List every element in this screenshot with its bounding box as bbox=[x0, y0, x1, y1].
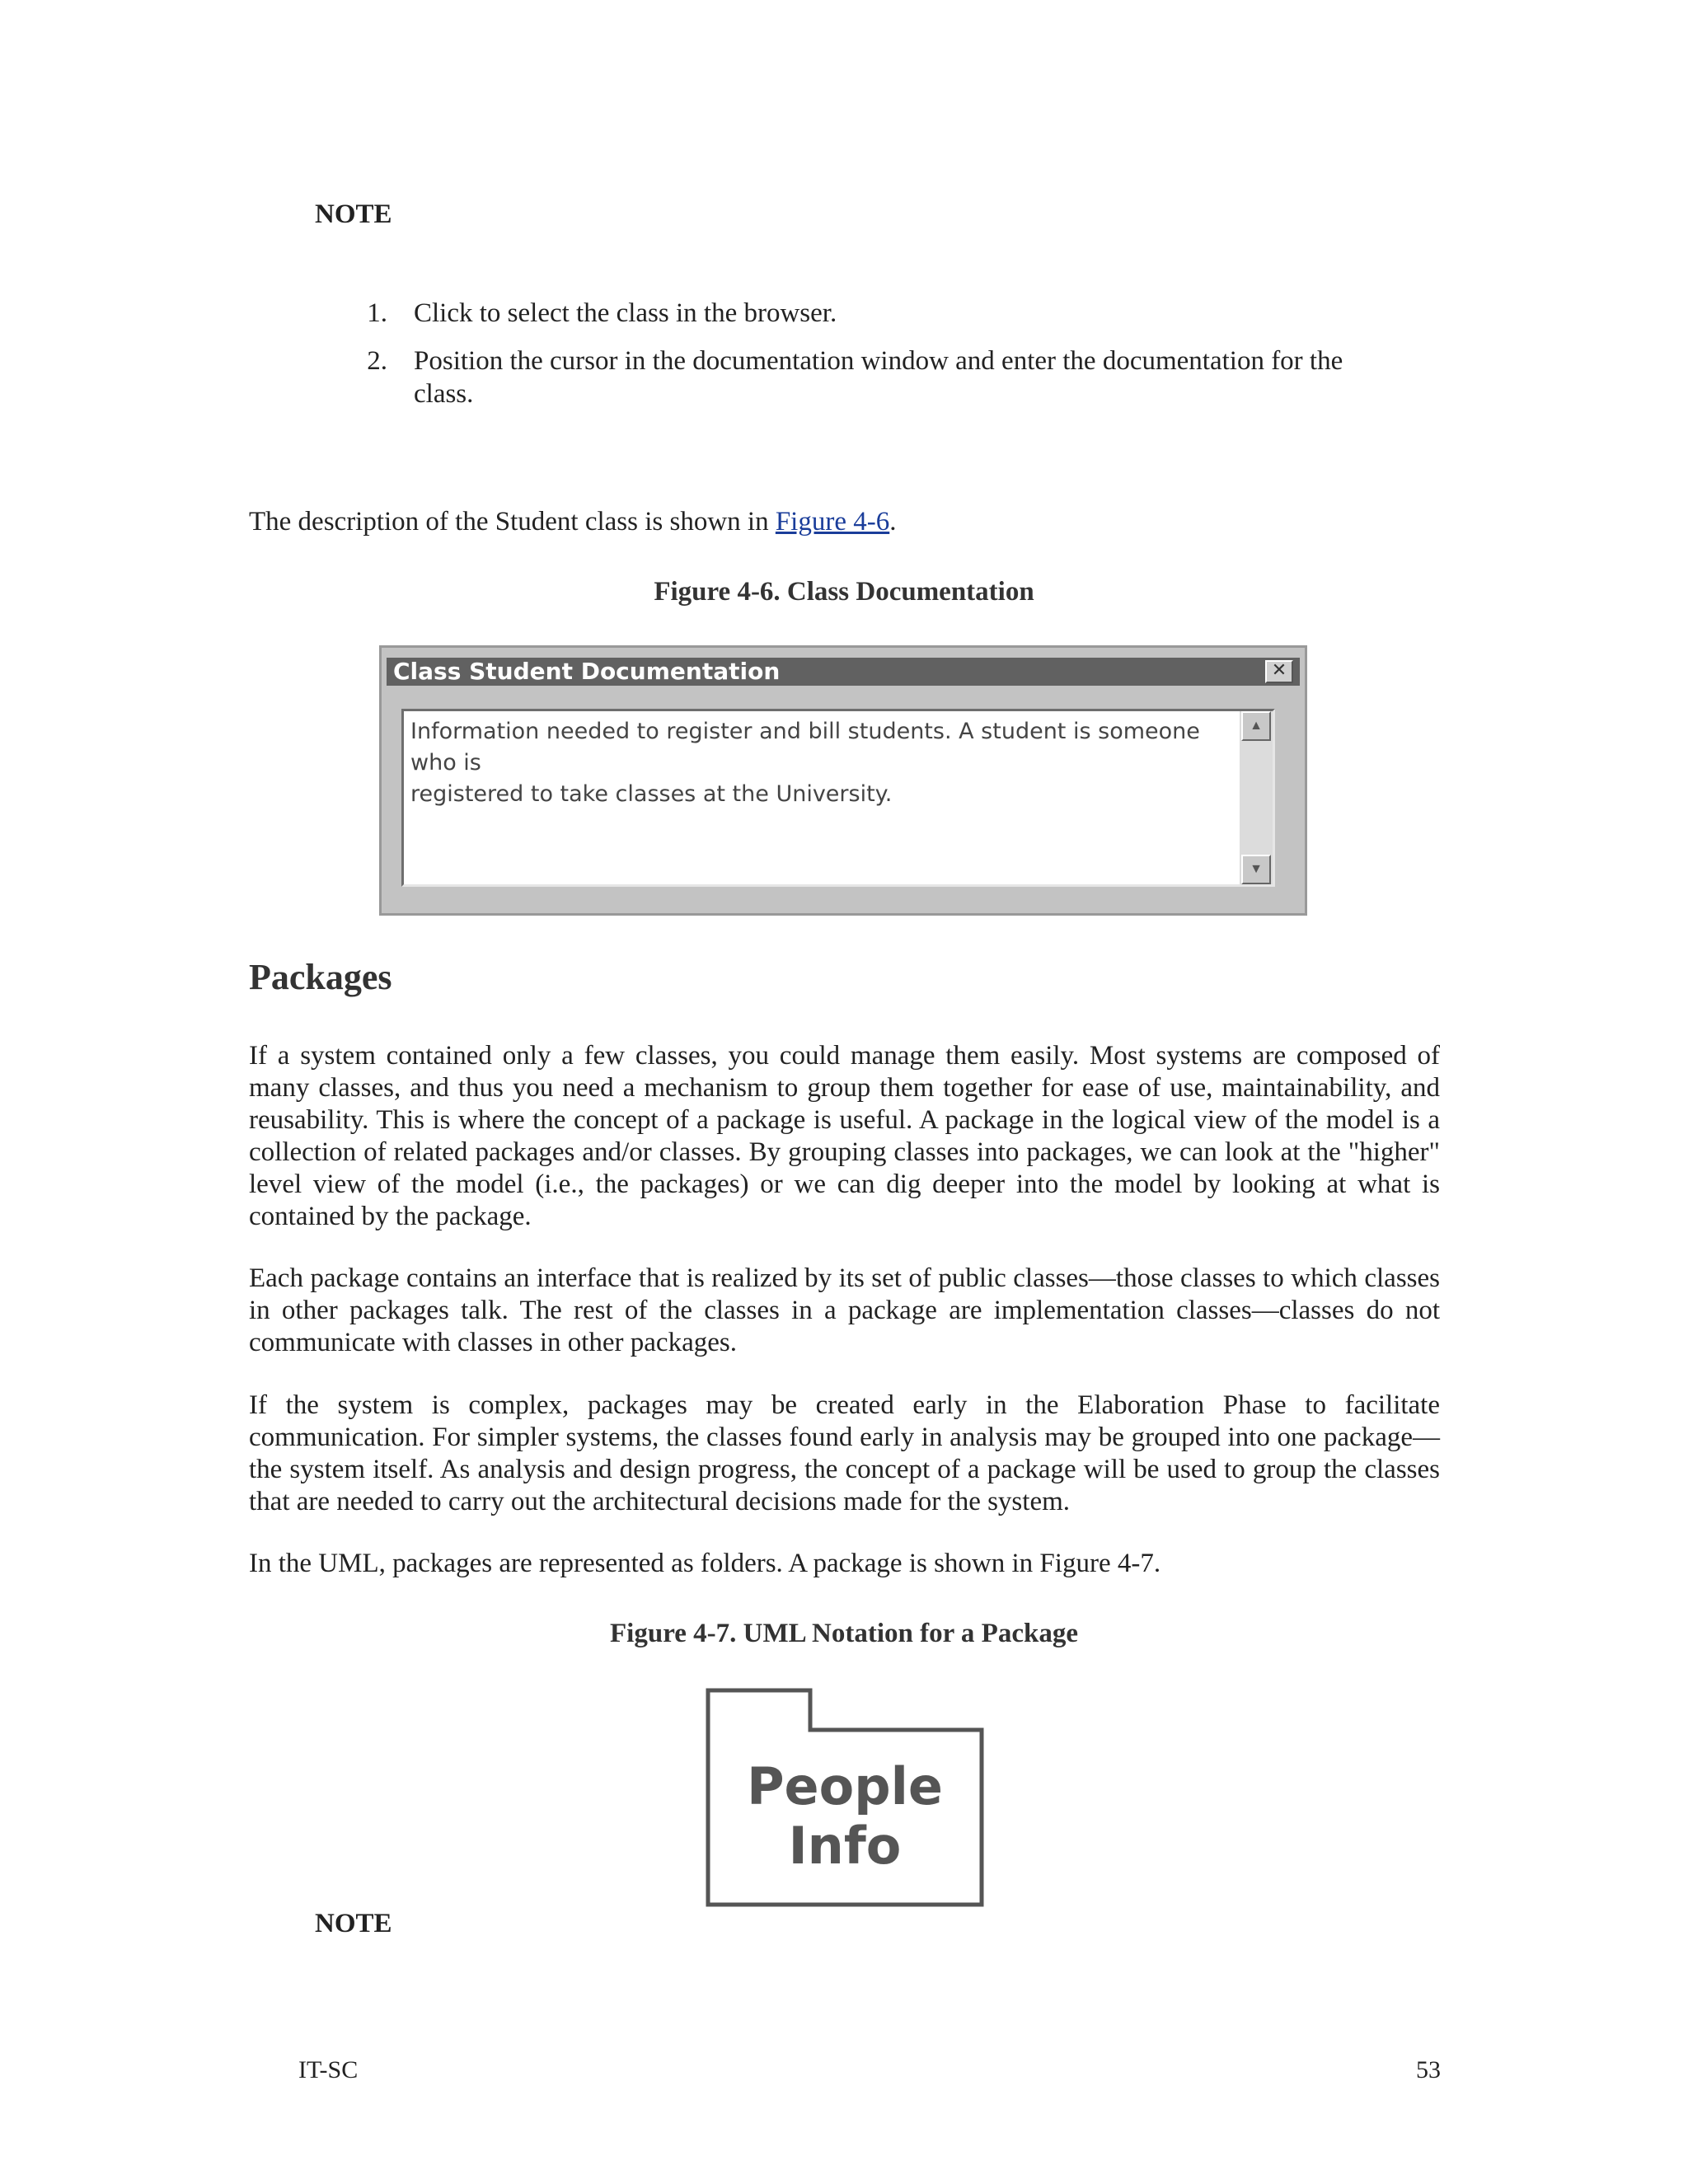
list-item-text: Click to select the class in the browser. bbox=[414, 298, 837, 328]
documentation-line: registered to take classes at the University. bbox=[410, 781, 893, 807]
close-button[interactable]: ✕ bbox=[1265, 660, 1293, 683]
paragraph: If a system contained only a few classes, you could manage them easily. Most systems are composed of many classes, and thus you need a mechanism to group them together for ease of use, maintainability, and reusability. This is where the concept of a package is useful. A package in the logical view of the model is a collection of related packages and/or classes. By grouping classes into packages, we can look at the "higher" level view of the model (i.e., the packages) or we can dig deeper into the model by looking at what is contained by the package. bbox=[249, 1041, 1440, 1231]
documentation-textarea[interactable] bbox=[401, 709, 1275, 887]
footer-left: IT-SC bbox=[298, 2056, 359, 2083]
list-item bbox=[363, 377, 1401, 410]
package-name-line: Info bbox=[788, 1816, 902, 1876]
window-title: Class Student Documentation bbox=[393, 658, 781, 685]
list-item bbox=[363, 297, 1401, 330]
class-documentation-window bbox=[379, 645, 1307, 916]
list-item-text: Position the cursor in the documentation window and enter the documentation for the bbox=[414, 346, 1343, 376]
list-item-number: 1. bbox=[367, 298, 387, 328]
note-label-top: NOTE bbox=[315, 199, 392, 229]
window-titlebar bbox=[387, 658, 1300, 686]
intro-paragraph bbox=[249, 506, 1440, 538]
scroll-up-arrow-icon[interactable]: ▲ bbox=[1241, 711, 1271, 741]
figure-4-6-link[interactable]: Figure 4-6 bbox=[775, 507, 890, 537]
note-label-bottom: NOTE bbox=[315, 1909, 392, 1938]
figure-4-6-caption: Figure 4-6. Class Documentation bbox=[654, 577, 1034, 607]
scroll-down-arrow-icon[interactable]: ▼ bbox=[1241, 855, 1271, 884]
section-heading: Packages bbox=[249, 957, 392, 997]
list-item bbox=[363, 344, 1401, 377]
page-number: 53 bbox=[1416, 2056, 1441, 2083]
paragraph: Each package contains an interface that is realized by its set of public classes—those classes to which classes in other packages talk. The rest of the classes in a package are implementation classes—classes do not communicate with classes in other packages. bbox=[249, 1263, 1440, 1357]
list-item-text: class. bbox=[414, 379, 474, 409]
intro-text: The description of the Student class is shown in bbox=[249, 507, 776, 537]
paragraph: If the system is complex, packages may be created early in the Elaboration Phase to facilitate communication. For simpler systems, the classes found early in analysis may be grouped into one package—the system itself. As analysis and design progress, the concept of a package will be used to group the classes that are needed to carry out the architectural decisions made for the system. bbox=[249, 1390, 1440, 1516]
vertical-scrollbar[interactable] bbox=[1240, 711, 1273, 884]
list-item-number: 2. bbox=[367, 346, 387, 376]
package-folder-icon bbox=[705, 1687, 985, 1908]
documentation-text bbox=[410, 716, 1235, 810]
intro-period: . bbox=[889, 507, 897, 537]
paragraph: In the UML, packages are represented as folders. A package is shown in Figure 4-7. bbox=[249, 1549, 1161, 1578]
documentation-line: Information needed to register and bill students. A student is someone who is bbox=[410, 719, 1200, 776]
figure-4-7-caption: Figure 4-7. UML Notation for a Package bbox=[610, 1619, 1078, 1648]
package-name-line: People bbox=[747, 1756, 943, 1816]
